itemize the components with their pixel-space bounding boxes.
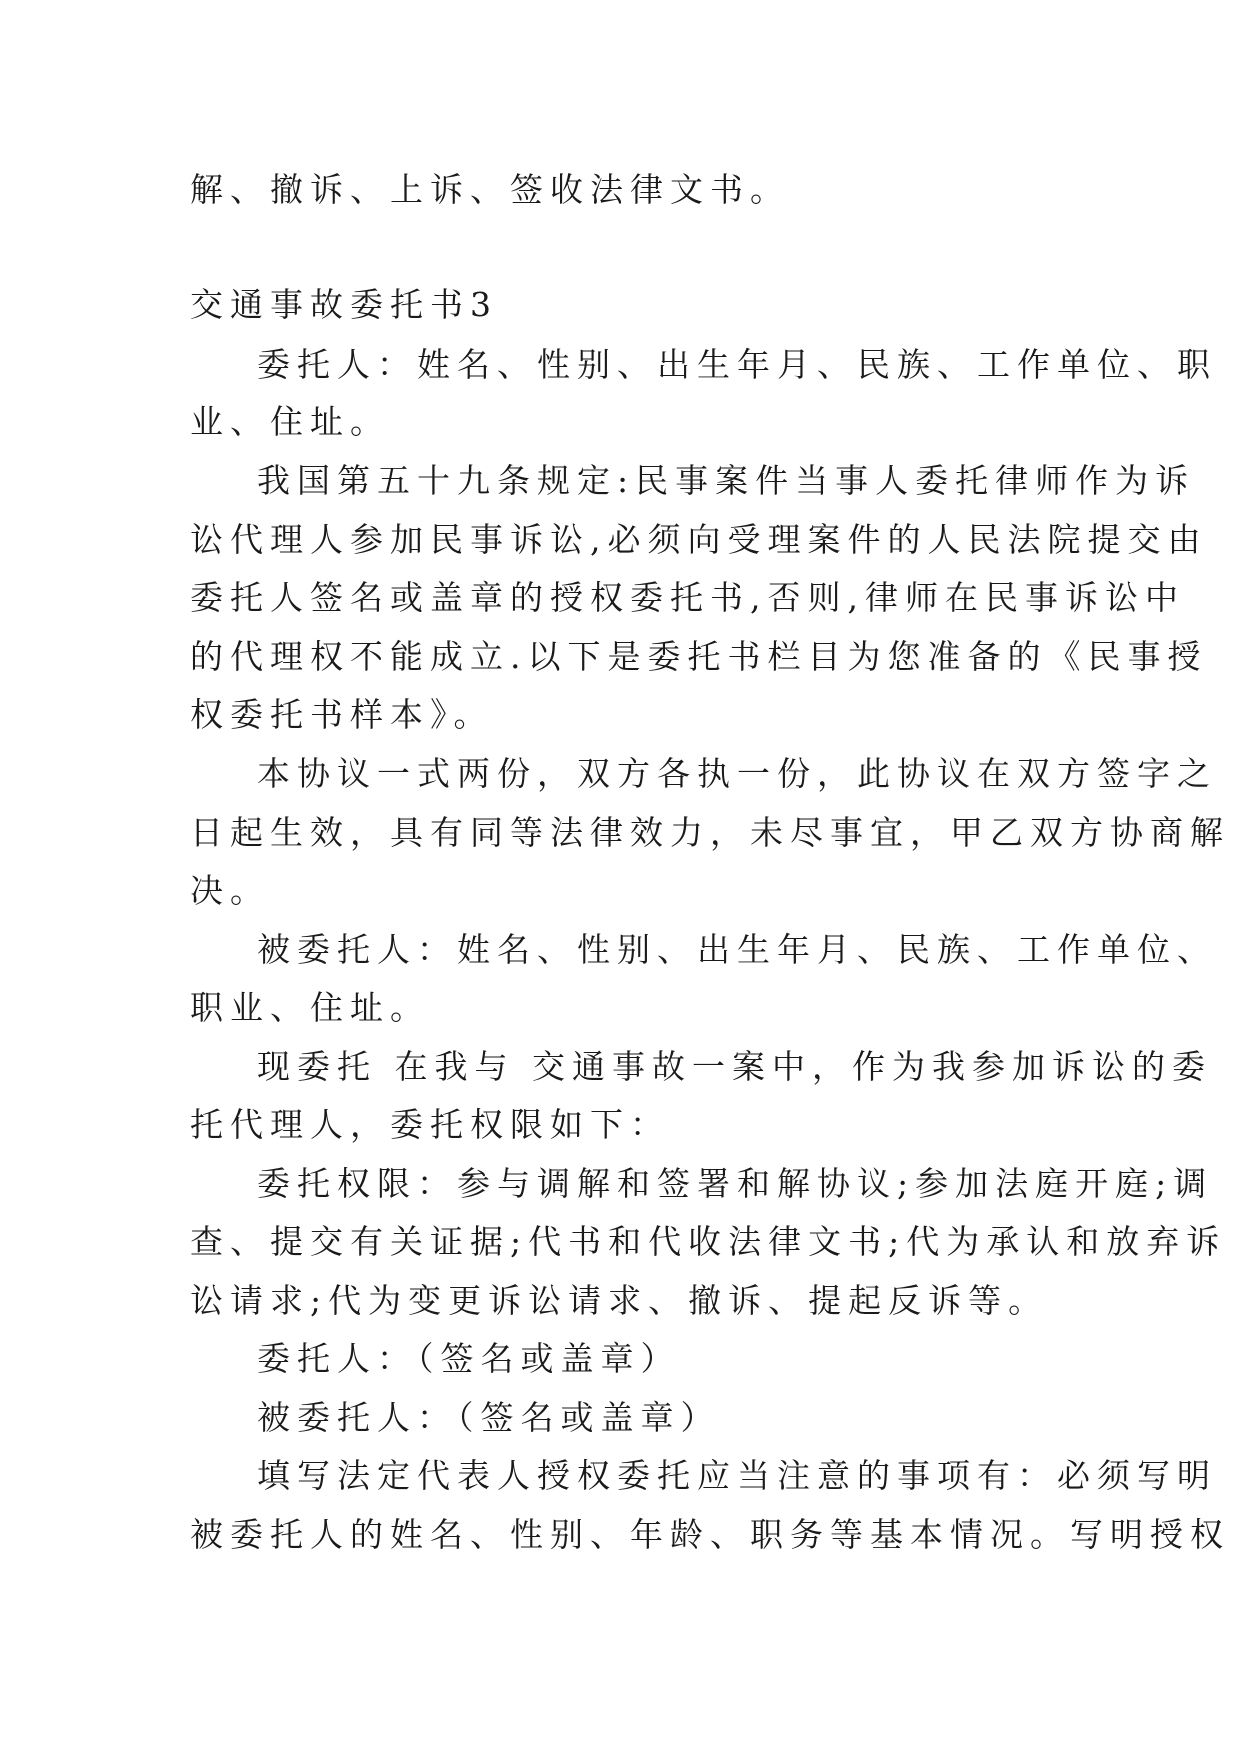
paragraph-line: 讼代理人参加民事诉讼,必须向受理案件的人民法院提交由 [190, 520, 1208, 559]
section-heading: 交通事故委托书3 [190, 285, 498, 324]
paragraph-line: 职业、住址。 [190, 988, 430, 1027]
paragraph-line: 本协议一式两份，双方各执一份，此协议在双方签字之 [257, 754, 1217, 793]
paragraph-line: 决。 [190, 871, 270, 910]
paragraph-line: 日起生效，具有同等法律效力，未尽事宜，甲乙双方协商解 [190, 813, 1230, 852]
paragraph-line: 讼请求;代为变更诉讼请求、撤诉、提起反诉等。 [190, 1281, 1049, 1320]
paragraph-line: 托代理人，委托权限如下： [190, 1105, 670, 1144]
paragraph-line: 查、提交有关证据;代书和代收法律文书;代为承认和放弃诉 [190, 1222, 1227, 1261]
paragraph-line: 业、住址。 [190, 402, 390, 441]
signature-line-agent: 被委托人：（签名或盖章） [257, 1398, 721, 1437]
paragraph-line: 委托人签名或盖章的授权委托书,否则,律师在民事诉讼中 [190, 578, 1185, 617]
paragraph-line: 解、撤诉、上诉、签收法律文书。 [190, 170, 790, 209]
paragraph-line: 被委托人的姓名、性别、年龄、职务等基本情况。写明授权 [190, 1515, 1230, 1554]
paragraph-line: 现委托 在我与 交通事故一案中，作为我参加诉讼的委 [257, 1047, 1212, 1086]
paragraph-line: 权委托书样本》。 [190, 695, 494, 734]
signature-line-principal: 委托人：（签名或盖章） [257, 1339, 681, 1378]
paragraph-line: 委托权限：参与调解和签署和解协议;参加法庭开庭;调 [257, 1164, 1214, 1203]
paragraph-line: 的代理权不能成立.以下是委托书栏目为您准备的《民事授 [190, 637, 1208, 676]
paragraph-line: 我国第五十九条规定:民事案件当事人委托律师作为诉 [257, 461, 1196, 500]
paragraph-line: 填写法定代表人授权委托应当注意的事项有：必须写明 [257, 1456, 1217, 1495]
paragraph-line: 委托人：姓名、性别、出生年月、民族、工作单位、职 [257, 345, 1217, 384]
paragraph-line: 被委托人：姓名、性别、出生年月、民族、工作单位、 [257, 930, 1217, 969]
